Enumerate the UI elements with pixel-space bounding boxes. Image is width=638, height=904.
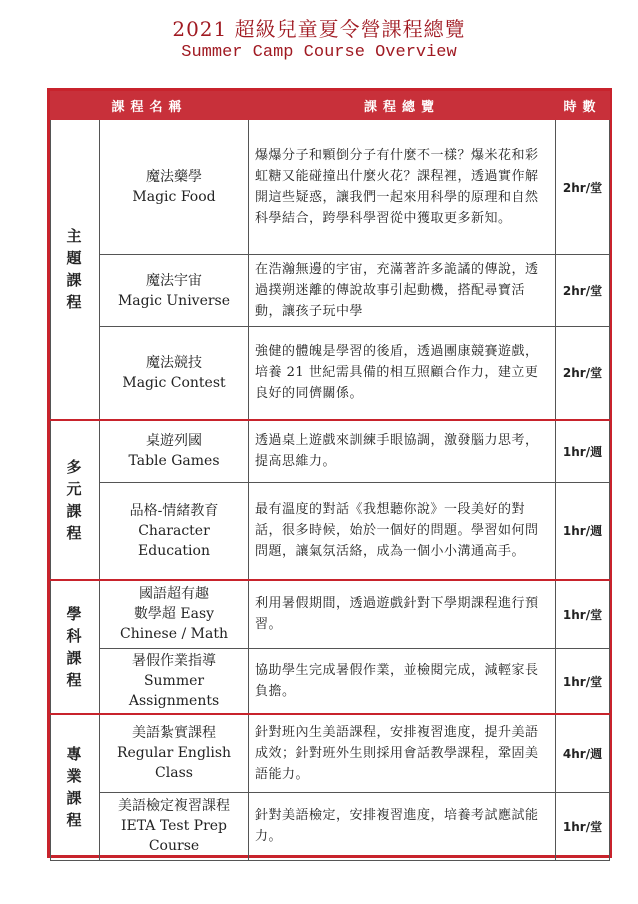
category-professional: 專業課程 bbox=[51, 714, 100, 860]
course-name-zh: 品格-情緒教育 bbox=[129, 502, 219, 519]
category-academic: 學科課程 bbox=[51, 580, 100, 715]
course-hours: 1hr/堂 bbox=[556, 792, 610, 860]
course-name-zh: 美語檢定複習課程 bbox=[118, 798, 230, 814]
course-name-zh: 美語紮實課程 bbox=[132, 725, 216, 742]
page-title: 2021 超級兒童夏令營課程總覽 bbox=[172, 17, 466, 41]
course-hours: 1hr/週 bbox=[556, 483, 610, 580]
table-row bbox=[51, 327, 610, 420]
header-course-overview: 課程總覽 bbox=[249, 92, 556, 120]
course-name-cell bbox=[100, 120, 249, 255]
course-description: 利用暑假期間，透過遊戲針對下學期課程進行預習。 bbox=[249, 580, 556, 649]
table-row bbox=[51, 483, 610, 580]
course-name-cell bbox=[100, 327, 249, 420]
course-hours: 2hr/堂 bbox=[556, 120, 610, 255]
category-theme: 主題課程 bbox=[51, 120, 100, 420]
course-name-zh: 魔法競技 bbox=[146, 354, 202, 371]
course-hours: 1hr/週 bbox=[556, 420, 610, 483]
course-name-en: Magic Contest bbox=[122, 374, 226, 391]
course-name-zh: 暑假作業指導 bbox=[132, 653, 216, 669]
course-name-en: Table Games bbox=[128, 453, 220, 470]
table-row bbox=[51, 255, 610, 327]
course-name-cell bbox=[100, 580, 249, 649]
table-row bbox=[51, 120, 610, 255]
table-row bbox=[51, 649, 610, 715]
course-name-zh: 魔法宇宙 bbox=[146, 272, 202, 289]
course-hours: 2hr/堂 bbox=[556, 255, 610, 327]
header-hours: 時數 bbox=[556, 92, 610, 120]
course-description: 透過桌上遊戲來訓練手眼協調，激發腦力思考，提高思維力。 bbox=[249, 420, 556, 483]
course-hours: 4hr/週 bbox=[556, 714, 610, 792]
course-hours: 2hr/堂 bbox=[556, 327, 610, 420]
table-row bbox=[51, 714, 610, 792]
page-subtitle: Summer Camp Course Overview bbox=[181, 43, 457, 62]
header-course-name: 課程名稱 bbox=[51, 92, 249, 120]
course-name-en: Summer Assignments bbox=[128, 673, 220, 709]
course-description: 協助學生完成暑假作業，並檢閱完成，減輕家長負擔。 bbox=[249, 649, 556, 715]
course-description: 在浩瀚無邊的宇宙，充滿著許多詭譎的傳說，透過撲朔迷離的傳說故事引起動機，搭配尋寶活動，讓孩子玩中學 bbox=[249, 255, 556, 327]
course-name-zh: 桌遊列國 bbox=[146, 433, 202, 450]
course-name-cell bbox=[100, 255, 249, 327]
course-name-en: Character Education bbox=[138, 522, 210, 559]
course-name-zh: 魔法藥學 bbox=[146, 169, 202, 185]
table-row bbox=[51, 792, 610, 860]
category-diverse: 多元課程 bbox=[51, 420, 100, 580]
course-name-zh: 國語超有趣 數學超 Easy bbox=[133, 586, 215, 623]
table-row bbox=[51, 420, 610, 483]
course-description: 針對班內生美語課程，安排複習進度，提升美語成效；針對班外生則採用會話教學課程，鞏固美語能力。 bbox=[249, 714, 556, 792]
course-name-en: Regular English Class bbox=[116, 745, 232, 782]
course-name-en: Chinese / Math bbox=[120, 626, 228, 643]
course-name-cell bbox=[100, 420, 249, 483]
course-name-en: Magic Universe bbox=[117, 292, 231, 309]
course-description: 最有溫度的對話《我想聽你說》一段美好的對話，很多時候，始於一個好的問題。學習如何問問題，讓氣氛活絡，成為一個小小溝通高手。 bbox=[249, 483, 556, 580]
course-name-en: IETA Test Prep Course bbox=[120, 818, 228, 854]
course-hours: 1hr/堂 bbox=[556, 580, 610, 649]
course-name-cell bbox=[100, 483, 249, 580]
course-name-cell bbox=[100, 714, 249, 792]
course-table bbox=[50, 91, 610, 861]
course-name-cell bbox=[100, 792, 249, 860]
course-description: 針對美語檢定，安排複習進度，培養考試應試能力。 bbox=[249, 792, 556, 860]
course-name-cell bbox=[100, 649, 249, 715]
course-name-en: Magic Food bbox=[132, 189, 216, 205]
course-description: 爆爆分子和顆倒分子有什麼不一樣？爆米花和彩虹糖又能碰撞出什麼火花？課程裡，透過實作解開這些疑惑，讓我們一起來用科學的原理和自然科學結合，跨學科學習從中獲取更多新知。 bbox=[249, 120, 556, 255]
table-row bbox=[51, 580, 610, 649]
table-header-row bbox=[51, 92, 610, 120]
course-hours: 1hr/堂 bbox=[556, 649, 610, 715]
course-description: 強健的體魄是學習的後盾，透過團康競賽遊戲，培養 21 世紀需具備的相互照顧合作力，建立更良好的同儕關係。 bbox=[249, 327, 556, 420]
